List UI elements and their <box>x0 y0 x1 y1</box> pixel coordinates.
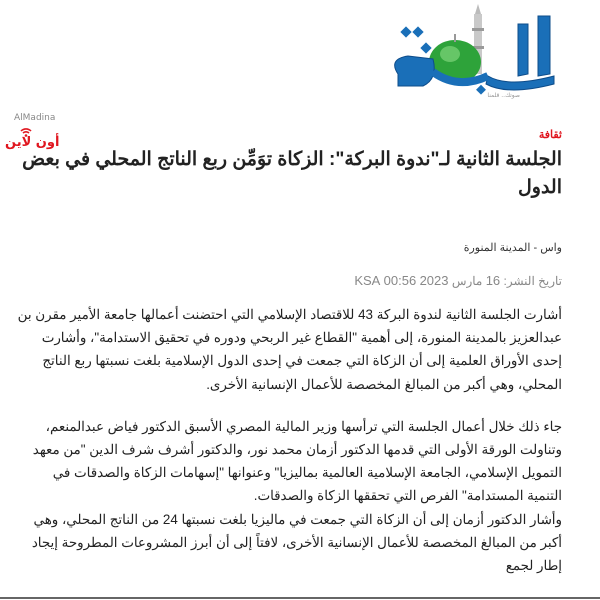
date-year: 2023 <box>419 273 449 288</box>
date-time: 00:56 <box>383 273 417 288</box>
date-month: مارس <box>451 274 483 288</box>
article-paragraph: أشارت الجلسة الثانية لندوة البركة 43 للاقتصاد الإسلامي التي احتضنت أعمالها جامعة الأمير مقرن بن عبدالعزيز بالمدينة المنورة، إلى أهمية "القطاع غير الربحي ودوره في تحقيق الاستدامة"، وأشارت إحدى الأوراق العلمية إلى أن الزكاة التي جمعت في إحدى الدول الإسلامية بلغت نسبتها ربع الناتج المحلي، وهي أكبر من المبالغ المخصصة للأعمال الإنسانية الأخرى. <box>17 307 562 392</box>
logo-tagline: صوتك.. قلمنا <box>487 92 520 99</box>
date-zone: KSA <box>354 273 381 288</box>
article <box>17 128 562 577</box>
article-title: الجلسة الثانية لـ"ندوة البركة": الزكاة توَمِّن ربع الناتج المحلي في بعض الدول <box>22 149 562 198</box>
online-label: أون لاين <box>5 135 60 150</box>
online-badge[interactable] <box>0 55 70 150</box>
divider <box>0 597 600 599</box>
date-label: تاريخ النشر: <box>503 274 562 288</box>
category-link[interactable]: ثقافة <box>538 129 562 141</box>
date-day: 16 <box>485 273 501 288</box>
publish-date <box>17 274 562 288</box>
logo-graphic <box>378 4 578 99</box>
brand-english-name: AlMadina <box>14 113 56 123</box>
article-paragraph: وأشار الدكتور أزمان إلى أن الزكاة التي جمعت في ماليزيا بلغت نسبتها 24 من الناتج المحلي، وهي أكبر من المبالغ المخصصة للأعمال الإنسانية الأخرى، لافتاً إلى أن أبرز المشروعات المطروحة إيجاد إطار لجمع <box>31 511 562 574</box>
article-source: واس - المدينة المنورة <box>463 242 562 254</box>
article-paragraph: جاء ذلك خلال أعمال الجلسة التي ترأسها وزير المالية المصري الأسبق الدكتور فياض عبدالمنعم، وتناولت الورقة الأولى التي قدمها الدكتور أزمان محمد نور، والدكتور أشرف شرف الدين "من معهد التمويل الإسلامي، الجامعة الإسلامية العالمية بماليزيا" وعنوانها "إسهامات الزكاة والصدقات في التنمية المستدامة" الفرص التي تحققها الزكاة والصدقات. <box>32 418 562 504</box>
site-logo[interactable] <box>290 0 590 110</box>
